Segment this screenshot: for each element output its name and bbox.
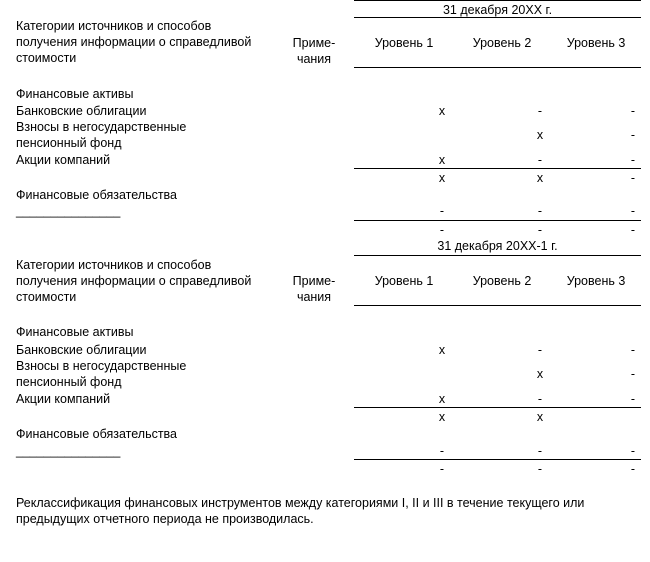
row-l2: - (537, 204, 543, 218)
row-l1: x (438, 104, 446, 118)
row-l1: - (439, 204, 445, 218)
level2-header: Уровень 2 (472, 36, 532, 50)
date-header: 31 декабря 20XX г. (442, 3, 553, 17)
row-label: _______________ (16, 444, 121, 458)
row-label: Банковские облигации (16, 104, 147, 118)
row-l2: x (536, 128, 544, 142)
date-header: 31 декабря 20XX-1 г. (437, 239, 558, 253)
header-underline (354, 67, 641, 68)
row-l1: x (438, 343, 446, 357)
row-l1: - (439, 444, 445, 458)
level1-header: Уровень 1 (374, 274, 434, 288)
assets-title: Финансовые активы (16, 87, 134, 101)
row-l2: - (537, 343, 543, 357)
total-l2: - (537, 223, 543, 237)
row-label: Акции компаний (16, 153, 111, 167)
total-l1: x (438, 410, 446, 424)
date-underline (354, 17, 641, 18)
notes-header-line2: чания (296, 52, 332, 66)
row-l3: - (630, 204, 635, 218)
row-l1: x (438, 392, 446, 406)
date-underline (354, 255, 641, 256)
level3-header: Уровень 3 (566, 36, 626, 50)
total-l3: - (630, 462, 635, 476)
row-l2: - (537, 444, 543, 458)
top-border (354, 0, 641, 1)
total-l1: - (439, 462, 445, 476)
total-l2: x (536, 171, 544, 185)
header-underline (354, 305, 641, 306)
row-l2: - (537, 153, 543, 167)
liabilities-total-line (354, 459, 641, 460)
category-header: Категории источников и способов получения информации о справедливой стоимости (16, 258, 252, 304)
total-l3: - (630, 171, 635, 185)
total-l2: x (536, 410, 544, 424)
row-l3: - (630, 343, 635, 357)
assets-total-line (354, 407, 641, 408)
level2-header: Уровень 2 (472, 274, 532, 288)
liabilities-total-line (354, 220, 641, 221)
row-label: Акции компаний (16, 392, 111, 406)
assets-title: Финансовые активы (16, 325, 134, 339)
row-label: _______________ (16, 204, 121, 218)
total-l3: - (630, 223, 635, 237)
liabilities-title: Финансовые обязательства (16, 427, 178, 441)
row-label: Взносы в негосударственные пенсионный фонд (16, 359, 187, 389)
row-l2: x (536, 367, 544, 381)
row-l3: - (630, 128, 635, 142)
row-l3: - (630, 392, 635, 406)
assets-total-line (354, 168, 641, 169)
level3-header: Уровень 3 (566, 274, 626, 288)
row-l3: - (630, 444, 635, 458)
row-l1: x (438, 153, 446, 167)
row-l3: - (630, 104, 635, 118)
notes-header-line1: Приме- (292, 274, 336, 288)
total-l1: x (438, 171, 446, 185)
notes-header-line2: чания (296, 290, 332, 304)
notes-header-line1: Приме- (292, 36, 336, 50)
footnote: Реклассификация финансовых инструментов между категориями I, II и III в течение текущего или предыдущих отчетного периода не производилась. (16, 496, 585, 526)
row-l3: - (630, 153, 635, 167)
liabilities-title: Финансовые обязательства (16, 188, 178, 202)
total-l1: - (439, 223, 445, 237)
row-l3: - (630, 367, 635, 381)
row-l2: - (537, 392, 543, 406)
category-header: Категории источников и способов получения информации о справедливой стоимости (16, 19, 252, 65)
total-l2: - (537, 462, 543, 476)
row-l2: - (537, 104, 543, 118)
level1-header: Уровень 1 (374, 36, 434, 50)
row-label: Взносы в негосударственные пенсионный фонд (16, 120, 187, 150)
row-label: Банковские облигации (16, 343, 147, 357)
